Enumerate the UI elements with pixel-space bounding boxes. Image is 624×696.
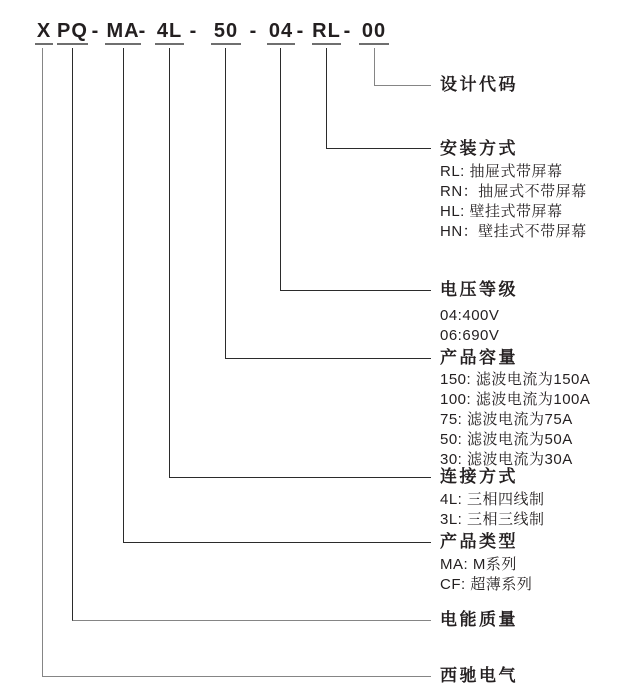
group-items-product-type [440, 555, 532, 595]
option-item: 04:400V [440, 307, 500, 324]
group-title-connection: 连接方式 [440, 467, 518, 486]
group-title-design-code: 设计代码 [440, 75, 518, 94]
group-items-mounting [440, 162, 587, 242]
group-title-mounting: 安装方式 [440, 139, 518, 158]
group-items-capacity [440, 370, 590, 470]
code-separator: - [343, 20, 351, 42]
code-separator: - [189, 20, 197, 42]
group-title-power-quality: 电能质量 [440, 610, 518, 629]
code-segment-mounting: RL [312, 21, 341, 45]
option-item: 75: 滤波电流为75A [440, 411, 573, 428]
group-items-connection [440, 490, 545, 530]
group-items-voltage [440, 306, 499, 346]
code-separator: - [296, 20, 304, 42]
code-segment-voltage: 04 [267, 21, 295, 45]
option-item: CF: 超薄系列 [440, 576, 533, 593]
code-segment-capacity: 50 [211, 21, 241, 45]
code-segment-design-code: 00 [359, 21, 389, 45]
option-item: HL: 壁挂式带屏幕 [440, 203, 563, 220]
option-item: RN：抽屉式不带屏幕 [440, 183, 587, 200]
code-separator: - [249, 20, 257, 42]
option-item: 4L: 三相四线制 [440, 491, 545, 508]
option-item: 150: 滤波电流为150A [440, 371, 591, 388]
option-item: 30: 滤波电流为30A [440, 451, 573, 468]
option-item: 3L: 三相三线制 [440, 511, 545, 528]
group-title-brand: 西驰电气 [440, 666, 518, 685]
code-segment-product-type: MA [105, 21, 141, 45]
option-item: RL: 抽屉式带屏幕 [440, 163, 563, 180]
option-item: MA: M系列 [440, 556, 517, 573]
option-item: 06:690V [440, 327, 500, 344]
connector-brand [42, 48, 431, 677]
group-title-voltage: 电压等级 [440, 280, 518, 299]
code-segment-brand: X [35, 21, 53, 45]
option-item: 50: 滤波电流为50A [440, 431, 573, 448]
group-title-capacity: 产品容量 [440, 348, 518, 367]
code-separator: - [138, 20, 146, 42]
group-title-product-type: 产品类型 [440, 532, 518, 551]
code-segment-connection: 4L [155, 21, 184, 45]
option-item: HN：壁挂式不带屏幕 [440, 223, 587, 240]
code-separator: - [91, 20, 99, 42]
code-segment-power-quality: PQ [57, 21, 88, 45]
option-item: 100: 滤波电流为100A [440, 391, 591, 408]
